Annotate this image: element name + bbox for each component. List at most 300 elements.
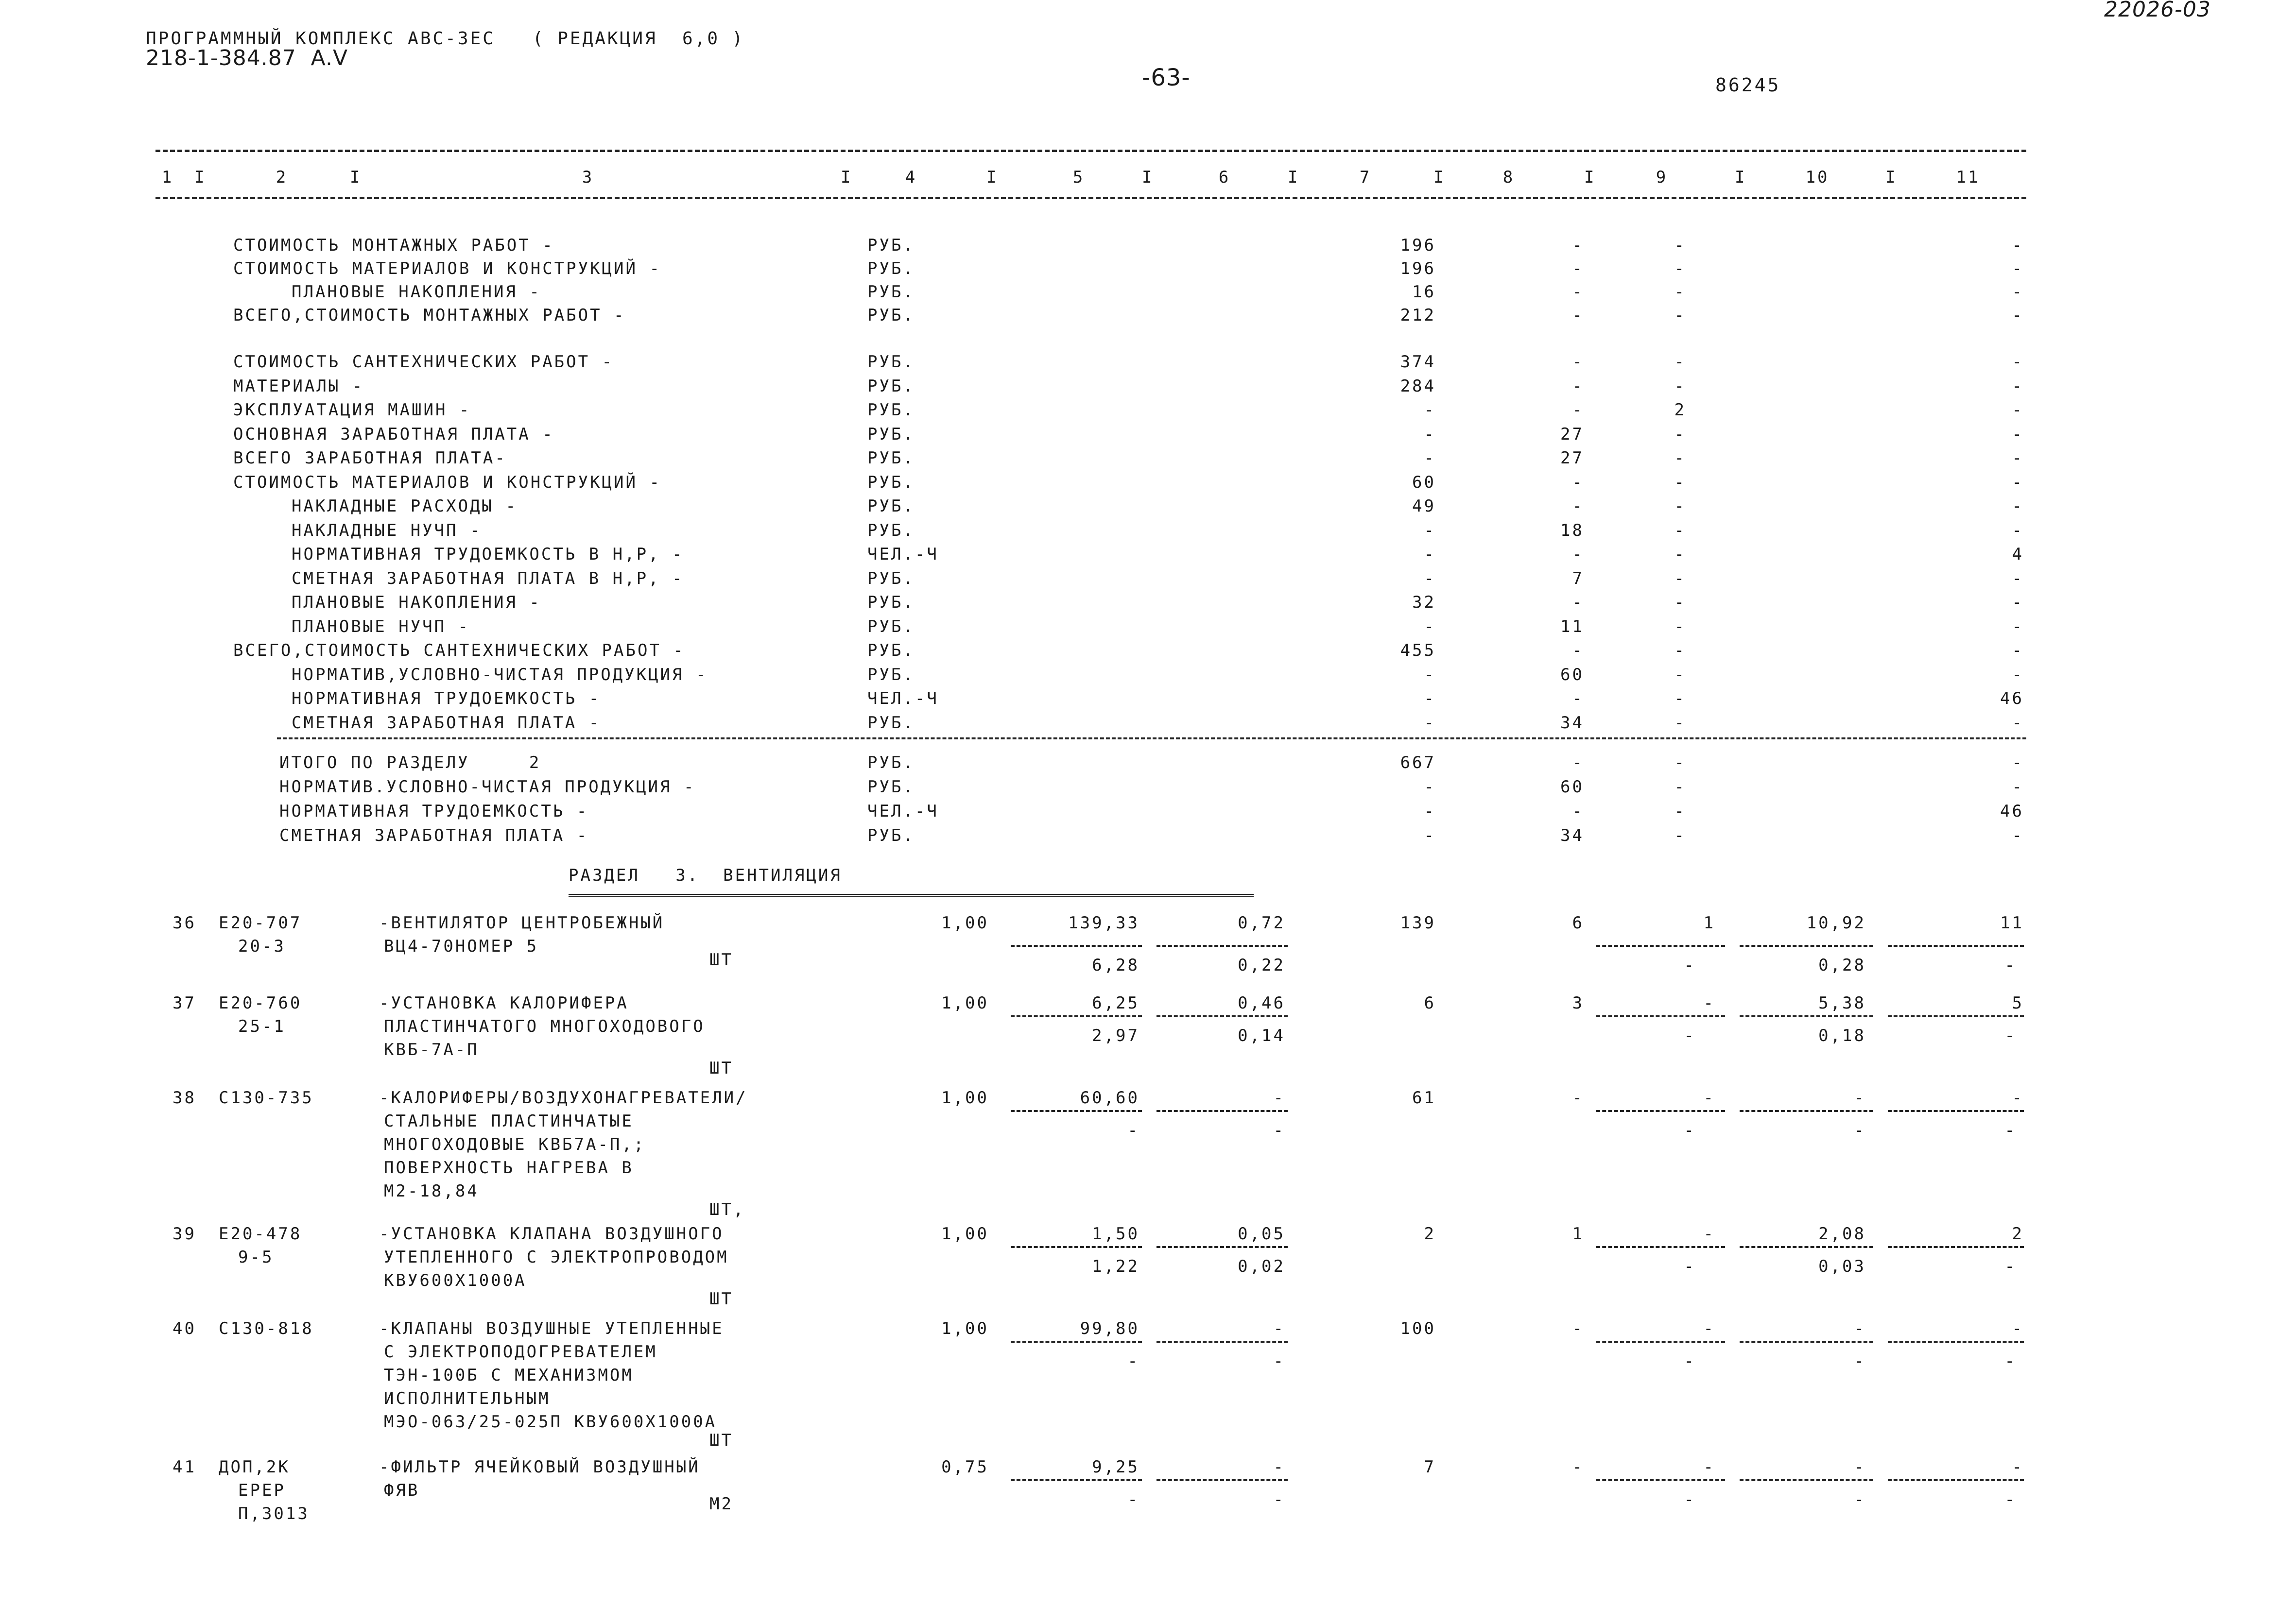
item-col6: 0,46 — [1238, 993, 1285, 1013]
summary-col8: 60 — [1560, 665, 1584, 684]
item-description: ТЭН-100Б С МЕХАНИЗМОМ — [384, 1366, 634, 1385]
item-subrule-col6 — [1157, 1110, 1288, 1112]
item-code: Е20-707 — [219, 913, 302, 933]
summary-label: НОРМАТИВНАЯ ТРУДОЕМКОСТЬ - — [279, 802, 589, 821]
item-col5: 99,80 — [1080, 1319, 1139, 1338]
item-col7: 61 — [1412, 1088, 1436, 1108]
item-subrule-col11 — [1888, 1110, 2024, 1112]
summary-col7: 455 — [1400, 641, 1436, 660]
item-description: ПОВЕРХНОСТЬ НАГРЕВА В — [384, 1158, 634, 1178]
item-col6: 0,05 — [1238, 1224, 1285, 1244]
summary-unit: РУБ. — [867, 593, 915, 612]
item-subrule-col11 — [1888, 1479, 2024, 1481]
summary-unit: РУБ. — [867, 259, 915, 278]
summary-col11: - — [2012, 282, 2024, 302]
item-description: КВБ-7А-П — [384, 1040, 479, 1060]
summary-col8: - — [1572, 352, 1584, 372]
item-subrule-col11 — [1888, 945, 2024, 947]
item-col10-secondary: - — [1854, 1490, 1866, 1509]
summary-label: НОРМАТИВНАЯ ТРУДОЕМКОСТЬ В Н,Р, - — [292, 545, 684, 564]
column-number: 5 — [1072, 168, 1085, 187]
summary-label: НОРМАТИВНАЯ ТРУДОЕМКОСТЬ - — [292, 689, 601, 708]
item-col9: - — [1703, 1088, 1715, 1108]
item-col10-secondary: 0,28 — [1818, 956, 1866, 975]
summary-unit: РУБ. — [867, 568, 915, 588]
item-subrule-col5 — [1011, 1015, 1142, 1017]
item-col10: 2,08 — [1818, 1224, 1866, 1244]
summary-col11: - — [2012, 713, 2024, 733]
item-subrule-col5 — [1011, 1479, 1142, 1481]
summary-label: НАКЛАДНЫЕ НУЧП - — [292, 520, 482, 540]
item-col9: - — [1703, 1457, 1715, 1477]
summary-unit: РУБ. — [867, 753, 915, 772]
item-description: ПЛАСТИНЧАТОГО МНОГОХОДОВОГО — [384, 1017, 705, 1036]
summary-col8: - — [1572, 545, 1584, 564]
item-number: 38 — [173, 1088, 196, 1108]
item-description: -УСТАНОВКА КЛАПАНА ВОЗДУШНОГО — [379, 1224, 724, 1244]
item-description: УТЕПЛЕННОГО С ЭЛЕКТРОПРОВОДОМ — [384, 1248, 729, 1267]
summary-col8: 27 — [1560, 424, 1584, 444]
summary-col9: - — [1674, 665, 1686, 684]
item-code: ЕРЕР — [238, 1481, 286, 1500]
item-description: -КАЛОРИФЕРЫ/ВОЗДУХОНАГРЕВАТЕЛИ/ — [379, 1088, 748, 1108]
summary-col11: - — [2012, 593, 2024, 612]
summary-label: СМЕТНАЯ ЗАРАБОТНАЯ ПЛАТА В Н,Р, - — [292, 568, 684, 588]
item-subrule-col5 — [1011, 1110, 1142, 1112]
item-col6-secondary: 0,02 — [1238, 1257, 1285, 1276]
item-col11: 5 — [2012, 993, 2024, 1013]
summary-col9: - — [1674, 802, 1686, 821]
item-col5-secondary: 1,22 — [1092, 1257, 1139, 1276]
item-quantity: 1,00 — [941, 913, 989, 933]
item-col10-secondary: - — [1854, 1351, 1866, 1371]
summary-col9: - — [1674, 568, 1686, 588]
item-col10: 10,92 — [1806, 913, 1866, 933]
column-number: 2 — [276, 168, 288, 187]
summary-label: СТОИМОСТЬ МАТЕРИАЛОВ И КОНСТРУКЦИЙ - — [233, 472, 661, 492]
item-subrule-col6 — [1157, 1246, 1288, 1248]
item-col6-secondary: - — [1273, 1121, 1285, 1140]
item-subrule-col6 — [1157, 1341, 1288, 1343]
item-col11: 11 — [2000, 913, 2024, 933]
summary-col7: - — [1424, 665, 1436, 684]
column-number: 7 — [1359, 168, 1372, 187]
summary-col11: - — [2012, 616, 2024, 636]
item-col9-secondary: - — [1684, 1351, 1696, 1371]
item-code: С130-735 — [219, 1088, 314, 1108]
summary-col9: - — [1674, 545, 1686, 564]
summary-col11: - — [2012, 376, 2024, 396]
summary-col9: - — [1674, 616, 1686, 636]
summary-unit: РУБ. — [867, 424, 915, 444]
item-description: -ВЕНТИЛЯТОР ЦЕНТРОБЕЖНЫЙ — [379, 913, 665, 933]
item-col10-secondary: 0,03 — [1818, 1257, 1866, 1276]
summary-col7: - — [1424, 826, 1436, 845]
item-subrule-col9 — [1596, 1015, 1725, 1017]
item-subrule-col9 — [1596, 1341, 1725, 1343]
item-col8: 6 — [1572, 913, 1584, 933]
summary-col7: - — [1424, 616, 1436, 636]
item-description: ФЯВ — [384, 1481, 420, 1500]
item-col6-secondary: 0,22 — [1238, 956, 1285, 975]
item-col11-secondary: - — [2004, 956, 2017, 975]
summary-col11: 46 — [2000, 802, 2024, 821]
summary-col9: - — [1674, 448, 1686, 468]
summary-col9: - — [1674, 689, 1686, 708]
summary-col7: - — [1424, 802, 1436, 821]
item-code: 25-1 — [238, 1017, 286, 1036]
summary-col11: 46 — [2000, 689, 2024, 708]
summary-col7: - — [1424, 568, 1436, 588]
summary-label: ПЛАНОВЫЕ НАКОПЛЕНИЯ - — [292, 593, 541, 612]
summary-col7: 374 — [1400, 352, 1436, 372]
summary-unit: РУБ. — [867, 641, 915, 660]
item-col11: - — [2012, 1457, 2024, 1477]
summary-col7: 196 — [1400, 236, 1436, 255]
item-col6: 0,72 — [1238, 913, 1285, 933]
section-title-underline — [569, 894, 1254, 897]
summary-col8: - — [1572, 802, 1584, 821]
corner-note: 22026-03 — [2104, 0, 2211, 22]
summary-col7: 60 — [1412, 472, 1436, 492]
summary-label: ВСЕГО,СТОИМОСТЬ МОНТАЖНЫХ РАБОТ - — [233, 306, 626, 325]
item-col11: - — [2012, 1088, 2024, 1108]
summary-unit: ЧЕЛ.-Ч — [867, 545, 939, 564]
summary-col9: - — [1674, 593, 1686, 612]
item-col6-secondary: - — [1273, 1351, 1285, 1371]
item-col8: - — [1572, 1088, 1584, 1108]
summary-col11: - — [2012, 352, 2024, 372]
program-header: ПРОГРАММНЫЙ КОМПЛЕКС АВС-ЗЕС ( РЕДАКЦИЯ 6,0 ) — [146, 29, 745, 49]
summary-unit: РУБ. — [867, 826, 915, 845]
item-description: ИСПОЛНИТЕЛЬНЫМ — [384, 1389, 551, 1408]
item-subrule-col5 — [1011, 1341, 1142, 1343]
summary-label: НОРМАТИВ.УСЛОВНО-ЧИСТАЯ ПРОДУКЦИЯ - — [279, 777, 696, 797]
item-unit: ШТ — [709, 1059, 733, 1078]
item-col6-secondary: - — [1273, 1490, 1285, 1509]
document-number: 86245 — [1715, 74, 1781, 96]
summary-col7: 212 — [1400, 306, 1436, 325]
item-col9-secondary: - — [1684, 1490, 1696, 1509]
item-code: ДОП,2К — [219, 1457, 290, 1477]
summary-col7: 32 — [1412, 593, 1436, 612]
item-unit: ШТ — [709, 950, 733, 970]
item-col11-secondary: - — [2004, 1121, 2017, 1140]
column-separator: I — [841, 168, 853, 187]
item-unit: ШТ, — [709, 1200, 745, 1219]
summary-col9: - — [1674, 713, 1686, 733]
summary-unit: ЧЕЛ.-Ч — [867, 689, 939, 708]
item-subrule-col6 — [1157, 945, 1288, 947]
item-col9: - — [1703, 1224, 1715, 1244]
item-description: М2-18,84 — [384, 1181, 479, 1201]
summary-col11: - — [2012, 665, 2024, 684]
item-subrule-col11 — [1888, 1341, 2024, 1343]
summary-col7: - — [1424, 545, 1436, 564]
summary-col11: - — [2012, 259, 2024, 278]
item-description: -УСТАНОВКА КАЛОРИФЕРА — [379, 993, 629, 1013]
item-col9-secondary: - — [1684, 1026, 1696, 1045]
summary-col9: - — [1674, 236, 1686, 255]
item-col6: - — [1273, 1088, 1285, 1108]
item-description: -ФИЛЬТР ЯЧЕЙКОВЫЙ ВОЗДУШНЫЙ — [379, 1457, 700, 1477]
summary-col7: 284 — [1400, 376, 1436, 396]
item-col11: - — [2012, 1319, 2024, 1338]
item-number: 39 — [173, 1224, 196, 1244]
item-subrule-col10 — [1740, 945, 1873, 947]
summary-col8: - — [1572, 496, 1584, 516]
summary-label: СТОИМОСТЬ САНТЕХНИЧЕСКИХ РАБОТ - — [233, 352, 614, 372]
summary-col11: - — [2012, 448, 2024, 468]
item-subrule-col9 — [1596, 945, 1725, 947]
summary-col8: 60 — [1560, 777, 1584, 797]
summary-label: СТОИМОСТЬ МОНТАЖНЫХ РАБОТ - — [233, 236, 554, 255]
summary-col8: 34 — [1560, 713, 1584, 733]
summary-label: СТОИМОСТЬ МАТЕРИАЛОВ И КОНСТРУКЦИЙ - — [233, 259, 661, 278]
item-subrule-col10 — [1740, 1479, 1873, 1481]
column-separator: I — [1584, 168, 1596, 187]
summary-col8: - — [1572, 753, 1584, 772]
column-number: 1 — [161, 168, 174, 187]
item-col10-secondary: 0,18 — [1818, 1026, 1866, 1045]
item-quantity: 1,00 — [941, 993, 989, 1013]
column-separator: I — [350, 168, 362, 187]
summary-label: ОСНОВНАЯ ЗАРАБОТНАЯ ПЛАТА - — [233, 424, 554, 444]
summary-col9: - — [1674, 306, 1686, 325]
summary-col7: - — [1424, 400, 1436, 420]
summary-col9: - — [1674, 259, 1686, 278]
item-subrule-col9 — [1596, 1110, 1725, 1112]
item-col5-secondary: 2,97 — [1092, 1026, 1139, 1045]
item-description: С ЭЛЕКТРОПОДОГРЕВАТЕЛЕМ — [384, 1342, 657, 1362]
summary-col7: - — [1424, 520, 1436, 540]
summary-col8: 11 — [1560, 616, 1584, 636]
summary-label: ПЛАНОВЫЕ НАКОПЛЕНИЯ - — [292, 282, 541, 302]
summary-col11: - — [2012, 472, 2024, 492]
summary-label: СМЕТНАЯ ЗАРАБОТНАЯ ПЛАТА - — [292, 713, 601, 733]
item-col5-secondary: - — [1127, 1351, 1139, 1371]
summary-col9: - — [1674, 826, 1686, 845]
summary-col11: - — [2012, 826, 2024, 845]
item-col11-secondary: - — [2004, 1351, 2017, 1371]
subtotal-rule — [277, 737, 2026, 739]
summary-col7: 49 — [1412, 496, 1436, 516]
summary-col7: 196 — [1400, 259, 1436, 278]
summary-col11: - — [2012, 520, 2024, 540]
summary-col11: - — [2012, 424, 2024, 444]
item-subrule-col10 — [1740, 1015, 1873, 1017]
summary-unit: РУБ. — [867, 306, 915, 325]
item-col5-secondary: - — [1127, 1490, 1139, 1509]
item-code: 20-3 — [238, 937, 286, 956]
column-separator: I — [1885, 168, 1898, 187]
item-subrule-col10 — [1740, 1246, 1873, 1248]
summary-col11: - — [2012, 236, 2024, 255]
column-number: 11 — [1956, 168, 1980, 187]
summary-unit: РУБ. — [867, 236, 915, 255]
item-col7: 7 — [1424, 1457, 1436, 1477]
summary-col9: - — [1674, 424, 1686, 444]
item-subrule-col9 — [1596, 1246, 1725, 1248]
item-col7: 2 — [1424, 1224, 1436, 1244]
column-number: 8 — [1502, 168, 1515, 187]
item-col9-secondary: - — [1684, 956, 1696, 975]
summary-label: ПЛАНОВЫЕ НУЧП - — [292, 616, 470, 636]
summary-col11: - — [2012, 306, 2024, 325]
item-description: СТАЛЬНЫЕ ПЛАСТИНЧАТЫЕ — [384, 1111, 634, 1131]
summary-col9: - — [1674, 282, 1686, 302]
item-quantity: 1,00 — [941, 1224, 989, 1244]
summary-col9: - — [1674, 376, 1686, 396]
item-col5-secondary: - — [1127, 1121, 1139, 1140]
item-number: 36 — [173, 913, 196, 933]
item-col5: 1,50 — [1092, 1224, 1139, 1244]
item-col9-secondary: - — [1684, 1121, 1696, 1140]
summary-label: ЭКСПЛУАТАЦИЯ МАШИН - — [233, 400, 471, 420]
summary-col11: - — [2012, 496, 2024, 516]
column-separator: I — [1433, 168, 1446, 187]
item-code: П,3013 — [238, 1504, 310, 1523]
summary-label: СМЕТНАЯ ЗАРАБОТНАЯ ПЛАТА - — [279, 826, 589, 845]
summary-col7: - — [1424, 424, 1436, 444]
item-col9-secondary: - — [1684, 1257, 1696, 1276]
summary-unit: РУБ. — [867, 496, 915, 516]
summary-col11: - — [2012, 641, 2024, 660]
summary-unit: РУБ. — [867, 448, 915, 468]
item-col10-secondary: - — [1854, 1121, 1866, 1140]
item-col6-secondary: 0,14 — [1238, 1026, 1285, 1045]
summary-unit: РУБ. — [867, 472, 915, 492]
column-number: 3 — [582, 168, 594, 187]
summary-label: МАТЕРИАЛЫ - — [233, 376, 364, 396]
summary-unit: РУБ. — [867, 616, 915, 636]
item-unit: ШТ — [709, 1431, 733, 1450]
summary-col9: - — [1674, 641, 1686, 660]
item-col11: 2 — [2012, 1224, 2024, 1244]
summary-col7: - — [1424, 713, 1436, 733]
summary-unit: РУБ. — [867, 520, 915, 540]
item-col10: 5,38 — [1818, 993, 1866, 1013]
item-col5: 139,33 — [1068, 913, 1139, 933]
summary-col8: - — [1572, 593, 1584, 612]
item-col5: 6,25 — [1092, 993, 1139, 1013]
summary-label: НАКЛАДНЫЕ РАСХОДЫ - — [292, 496, 518, 516]
summary-unit: РУБ. — [867, 376, 915, 396]
item-subrule-col10 — [1740, 1341, 1873, 1343]
item-description: МЭО-063/25-025П КВУ600Х1000А — [384, 1412, 717, 1432]
item-subrule-col11 — [1888, 1015, 2024, 1017]
item-col11-secondary: - — [2004, 1490, 2017, 1509]
item-subrule-col6 — [1157, 1015, 1288, 1017]
item-quantity: 0,75 — [941, 1457, 989, 1477]
item-code: С130-818 — [219, 1319, 314, 1338]
summary-col9: - — [1674, 520, 1686, 540]
item-number: 40 — [173, 1319, 196, 1338]
item-number: 37 — [173, 993, 196, 1013]
item-code: 9-5 — [238, 1248, 274, 1267]
item-description: ВЦ4-70НОМЕР 5 — [384, 937, 539, 956]
item-col7: 139 — [1400, 913, 1436, 933]
item-col5-secondary: 6,28 — [1092, 956, 1139, 975]
summary-col8: 27 — [1560, 448, 1584, 468]
item-col10: - — [1854, 1457, 1866, 1477]
summary-label: ВСЕГО ЗАРАБОТНАЯ ПЛАТА- — [233, 448, 507, 468]
column-number: 9 — [1656, 168, 1668, 187]
item-unit: М2 — [709, 1494, 733, 1514]
summary-unit: ЧЕЛ.-Ч — [867, 802, 939, 821]
summary-unit: РУБ. — [867, 352, 915, 372]
summary-col7: - — [1424, 689, 1436, 708]
item-subrule-col5 — [1011, 1246, 1142, 1248]
column-separator: I — [194, 168, 207, 187]
summary-col9: - — [1674, 753, 1686, 772]
item-subrule-col6 — [1157, 1479, 1288, 1481]
item-col5: 60,60 — [1080, 1088, 1139, 1108]
item-subrule-col5 — [1011, 945, 1142, 947]
summary-col9: - — [1674, 472, 1686, 492]
summary-unit: РУБ. — [867, 777, 915, 797]
header-rule — [155, 197, 2026, 199]
column-separator: I — [1142, 168, 1154, 187]
summary-label: ВСЕГО,СТОИМОСТЬ САНТЕХНИЧЕСКИХ РАБОТ - — [233, 641, 685, 660]
item-description: -КЛАПАНЫ ВОЗДУШНЫЕ УТЕПЛЕННЫЕ — [379, 1319, 724, 1338]
item-col8: 1 — [1572, 1224, 1584, 1244]
item-quantity: 1,00 — [941, 1319, 989, 1338]
item-col9: 1 — [1703, 913, 1715, 933]
summary-col7: 667 — [1400, 753, 1436, 772]
item-unit: ШТ — [709, 1289, 733, 1309]
summary-col8: - — [1572, 472, 1584, 492]
item-subrule-col10 — [1740, 1110, 1873, 1112]
item-col11-secondary: - — [2004, 1257, 2017, 1276]
summary-unit: РУБ. — [867, 665, 915, 684]
item-quantity: 1,00 — [941, 1088, 989, 1108]
summary-col8: - — [1572, 236, 1584, 255]
item-subrule-col11 — [1888, 1246, 2024, 1248]
item-col7: 6 — [1424, 993, 1436, 1013]
summary-col8: - — [1572, 400, 1584, 420]
summary-col7: - — [1424, 777, 1436, 797]
item-col9: - — [1703, 993, 1715, 1013]
summary-label: НОРМАТИВ,УСЛОВНО-ЧИСТАЯ ПРОДУКЦИЯ - — [292, 665, 708, 684]
item-number: 41 — [173, 1457, 196, 1477]
item-col10: - — [1854, 1319, 1866, 1338]
summary-col11: - — [2012, 777, 2024, 797]
summary-col7: - — [1424, 448, 1436, 468]
item-col11-secondary: - — [2004, 1026, 2017, 1045]
item-col6: - — [1273, 1319, 1285, 1338]
item-col9: - — [1703, 1319, 1715, 1338]
document-code: 218-1-384.87 A.V — [146, 46, 348, 70]
item-col8: - — [1572, 1319, 1584, 1338]
summary-col8: - — [1572, 689, 1584, 708]
summary-col8: - — [1572, 282, 1584, 302]
column-separator: I — [986, 168, 999, 187]
top-rule — [155, 150, 2026, 152]
summary-unit: РУБ. — [867, 713, 915, 733]
page-number: -63- — [1142, 64, 1191, 91]
summary-col11: - — [2012, 400, 2024, 420]
item-col8: 3 — [1572, 993, 1584, 1013]
section-title: РАЗДЕЛ 3. ВЕНТИЛЯЦИЯ — [569, 866, 842, 885]
column-number: 6 — [1218, 168, 1231, 187]
summary-unit: РУБ. — [867, 282, 915, 302]
column-separator: I — [1288, 168, 1300, 187]
item-col6: - — [1273, 1457, 1285, 1477]
summary-col8: - — [1572, 306, 1584, 325]
item-col5: 9,25 — [1092, 1457, 1139, 1477]
summary-unit: РУБ. — [867, 400, 915, 420]
